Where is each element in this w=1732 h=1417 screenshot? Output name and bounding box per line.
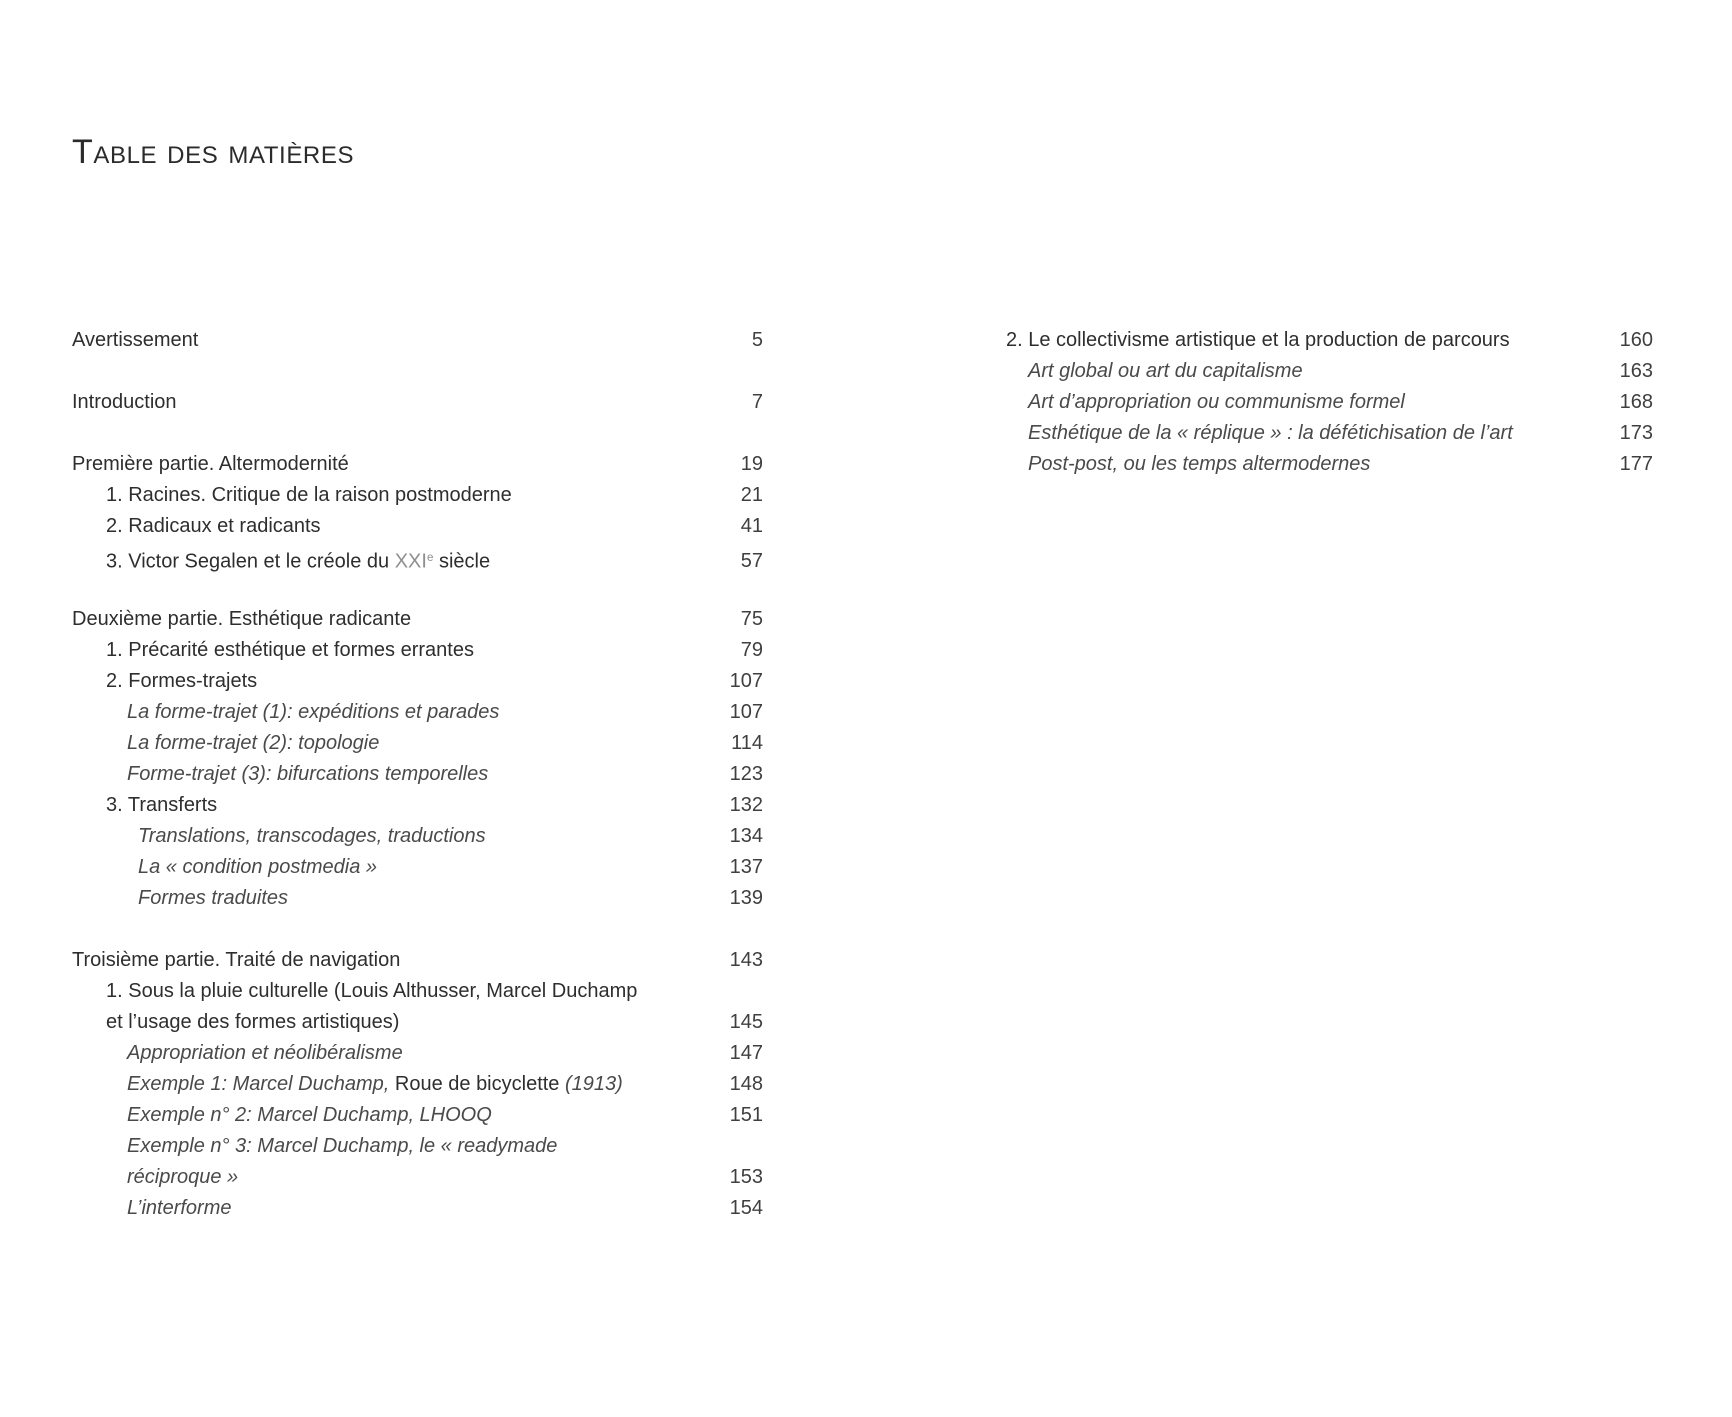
toc-entry: [72, 945, 763, 976]
page-title: Table des matières: [72, 132, 355, 171]
toc-entry-page: 137: [729, 856, 763, 878]
toc-entry: [72, 449, 763, 480]
toc-entry-page: 75: [740, 608, 763, 630]
toc-entry-page: 143: [729, 949, 763, 971]
toc-entry-page: 5: [751, 329, 763, 351]
toc-entry-page: 132: [729, 794, 763, 816]
toc-entry-label: réciproque »: [127, 1166, 239, 1188]
toc-entry-page: 134: [729, 825, 763, 847]
toc-entry: [72, 1038, 763, 1069]
toc-entry-label: La « condition postmedia »: [138, 856, 378, 878]
toc-entry-label: et l’usage des formes artistiques): [106, 1011, 400, 1033]
toc-entry-page: 151: [729, 1104, 763, 1126]
toc-entry-label: La forme-trajet (2): topologie: [127, 732, 380, 754]
toc-entry: [72, 821, 763, 852]
toc-entry-page: 7: [751, 391, 763, 413]
toc-entry-label: Esthétique de la « réplique » : la défétichisation de l’art: [1028, 422, 1513, 444]
toc-entry: [72, 1007, 763, 1038]
toc-entry: [72, 325, 763, 356]
toc-entry-label: Formes traduites: [138, 887, 289, 909]
toc-entry-label: Exemple n° 3: Marcel Duchamp, le « readymade: [127, 1135, 558, 1157]
toc-entry: [72, 480, 763, 511]
toc-entry: [72, 1162, 763, 1193]
toc-entry-page: 19: [740, 453, 763, 475]
toc-entry-page: 139: [729, 887, 763, 909]
toc-entry: [72, 1100, 763, 1131]
toc-entry: [72, 387, 763, 418]
toc-entry: [1006, 387, 1653, 418]
toc-entry-label: Première partie. Altermodernité: [72, 453, 349, 475]
toc-entry-label: 3. Victor Segalen et le créole du XXIe siècle: [106, 550, 491, 573]
toc-entry: [72, 542, 763, 573]
toc-entry: [72, 697, 763, 728]
toc-entry-label: 2. Formes-trajets: [106, 670, 258, 692]
toc-entry: [72, 790, 763, 821]
toc-entry-page: 114: [731, 732, 763, 754]
toc-entry-page: 153: [729, 1166, 763, 1188]
toc-entry-label: 3. Transferts: [106, 794, 218, 816]
toc-entry-page: 107: [729, 701, 763, 723]
toc-entry-label: 2. Radicaux et radicants: [106, 515, 321, 537]
toc-entry: [72, 759, 763, 790]
toc-entry: [1006, 449, 1653, 480]
toc-entry-label: 1. Précarité esthétique et formes errantes: [106, 639, 474, 661]
toc-entry: [1006, 418, 1653, 449]
toc-entry-label: La forme-trajet (1): expéditions et parades: [127, 701, 500, 723]
toc-entry-page: 41: [740, 515, 763, 537]
toc-entry-label: Appropriation et néolibéralisme: [127, 1042, 403, 1064]
toc-entry-label: 1. Sous la pluie culturelle (Louis Althusser, Marcel Duchamp: [106, 980, 638, 1002]
toc-entry: [72, 976, 763, 1007]
toc-entry: [72, 852, 763, 883]
toc-entry: [72, 1131, 763, 1162]
toc-entry: [1006, 325, 1653, 356]
toc-entry: [72, 635, 763, 666]
toc-entry-label: Translations, transcodages, traductions: [138, 825, 486, 847]
toc-entry-page: 168: [1619, 391, 1653, 413]
toc-entry: [72, 511, 763, 542]
toc-entry-page: 148: [729, 1073, 763, 1095]
toc-entry-label: Introduction: [72, 391, 177, 413]
toc-entry: [1006, 356, 1653, 387]
toc-entry-label: Exemple n° 2: Marcel Duchamp, LHOOQ: [127, 1104, 492, 1126]
toc-entry-label: Deuxième partie. Esthétique radicante: [72, 608, 412, 630]
toc-entry-page: 154: [729, 1197, 763, 1219]
toc-right-column: [1006, 325, 1653, 480]
toc-entry-label: Art global ou art du capitalisme: [1028, 360, 1303, 382]
toc-entry: [72, 883, 763, 914]
toc-entry: [72, 1069, 763, 1100]
toc-entry-page: 107: [729, 670, 763, 692]
toc-entry-page: 123: [729, 763, 763, 785]
toc-entry: [72, 666, 763, 697]
toc-entry-page: 160: [1619, 329, 1653, 351]
toc-entry-label: L’interforme: [127, 1197, 232, 1219]
toc-entry: [72, 604, 763, 635]
toc-entry-label: 2. Le collectivisme artistique et la production de parcours: [1006, 329, 1510, 351]
toc-entry-label: Post-post, ou les temps altermodernes: [1028, 453, 1371, 475]
toc-entry-page: 173: [1619, 422, 1653, 444]
toc-entry-page: 177: [1619, 453, 1653, 475]
toc-entry-page: 79: [740, 639, 763, 661]
toc-entry-page: 57: [740, 550, 763, 573]
toc-entry-label: Forme-trajet (3): bifurcations temporelles: [127, 763, 489, 785]
toc-entry-label: Art d’appropriation ou communisme formel: [1028, 391, 1405, 413]
toc-entry-label: Avertissement: [72, 329, 199, 351]
toc-entry: [72, 728, 763, 759]
toc-left-column: [72, 325, 763, 1224]
toc-entry-label: 1. Racines. Critique de la raison postmoderne: [106, 484, 512, 506]
toc-entry-page: 147: [729, 1042, 763, 1064]
toc-entry-label: Troisième partie. Traité de navigation: [72, 949, 401, 971]
toc-entry-page: 163: [1619, 360, 1653, 382]
toc-entry-page: 21: [740, 484, 763, 506]
toc-entry-page: 145: [729, 1011, 763, 1033]
toc-entry: [72, 1193, 763, 1224]
toc-entry-label: Exemple 1: Marcel Duchamp, Roue de bicyclette (1913): [127, 1073, 623, 1095]
